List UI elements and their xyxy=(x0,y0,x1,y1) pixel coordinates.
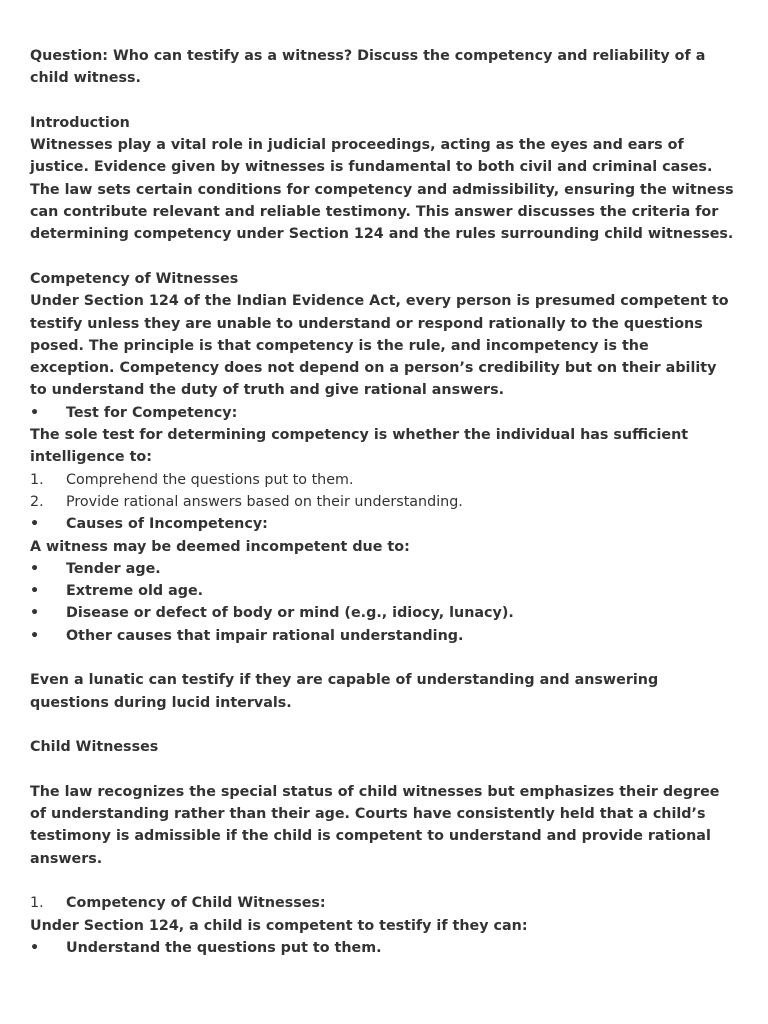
child-witnesses-body: The law recognizes the special status of child witnesses but emphasizes their degree of understanding rather than their age. Courts have consistently held that a child’s testimony is admissible if the child is competent to understand and provide rational answers. xyxy=(30,783,720,867)
spacer xyxy=(30,90,738,112)
list-number: 2. xyxy=(30,493,44,510)
causes-list-item xyxy=(30,602,738,624)
test-for-competency-item xyxy=(30,402,738,424)
question-text: Question: Who can testify as a witness? Discuss the competency and reliability of a child witness. xyxy=(30,48,706,87)
spacer xyxy=(30,714,738,736)
causes-of-incompetency-body: A witness may be deemed incompetent due to: xyxy=(30,538,410,555)
child-competency-item xyxy=(30,892,738,914)
child-competency-heading: Competency of Child Witnesses: xyxy=(66,895,326,912)
list-item-text: Comprehend the questions put to them. xyxy=(66,471,354,488)
list-item-text: Other causes that impair rational understanding. xyxy=(66,627,464,644)
list-item-text: Provide rational answers based on their understanding. xyxy=(66,493,463,510)
bullet-marker: • xyxy=(30,404,40,421)
child-list-item xyxy=(30,937,738,959)
list-item-text: Disease or defect of body or mind (e.g., idiocy, lunacy). xyxy=(66,605,514,622)
causes-of-incompetency-item xyxy=(30,513,738,535)
spacer xyxy=(30,647,738,669)
list-item-text: Understand the questions put to them. xyxy=(66,939,382,956)
competency-body: Under Section 124 of the Indian Evidence Act, every person is presumed competent to testify unless they are unable to understand or respond rationally to the questions posed. The principle is that competency is the rule, and incompetency is the exception. Competency does not depend on a person’s credibility but on their ability to understand the duty of truth and give rational answers. xyxy=(30,293,729,399)
test-for-competency-heading: Test for Competency: xyxy=(66,404,238,421)
test-list-item xyxy=(30,469,738,491)
bullet-marker: • xyxy=(30,627,40,644)
list-number: 1. xyxy=(30,471,44,488)
causes-of-incompetency-heading: Causes of Incompetency: xyxy=(66,516,268,533)
causes-list-item xyxy=(30,580,738,602)
test-for-competency-body: The sole test for determining competency is whether the individual has sufficient intelligence to: xyxy=(30,427,689,466)
bullet-marker: • xyxy=(30,939,40,956)
bullet-marker: • xyxy=(30,605,40,622)
introduction-body: Witnesses play a vital role in judicial proceedings, acting as the eyes and ears of justice. Evidence given by witnesses is fundamental to both civil and criminal cases. The law sets certain conditions for competency and admissibility, ensuring the witness can contribute relevant and reliable testimony. This answer discusses the criteria for determining competency under Section 124 and the rules surrounding child witnesses. xyxy=(30,137,734,243)
test-list-item xyxy=(30,491,738,513)
lunatic-note: Even a lunatic can testify if they are capable of understanding and answering questions during lucid intervals. xyxy=(30,672,659,711)
causes-list-item xyxy=(30,558,738,580)
causes-list-item xyxy=(30,625,738,647)
list-item-text: Extreme old age. xyxy=(66,583,204,600)
spacer xyxy=(30,246,738,268)
child-witnesses-heading: Child Witnesses xyxy=(30,739,159,756)
introduction-heading: Introduction xyxy=(30,114,130,131)
list-number: 1. xyxy=(30,895,44,912)
bullet-marker: • xyxy=(30,516,40,533)
bullet-marker: • xyxy=(30,583,40,600)
list-item-text: Tender age. xyxy=(66,560,161,577)
bullet-marker: • xyxy=(30,560,40,577)
spacer xyxy=(30,870,738,892)
child-competency-body: Under Section 124, a child is competent to testify if they can: xyxy=(30,917,528,934)
competency-heading: Competency of Witnesses xyxy=(30,270,239,287)
spacer xyxy=(30,759,738,781)
